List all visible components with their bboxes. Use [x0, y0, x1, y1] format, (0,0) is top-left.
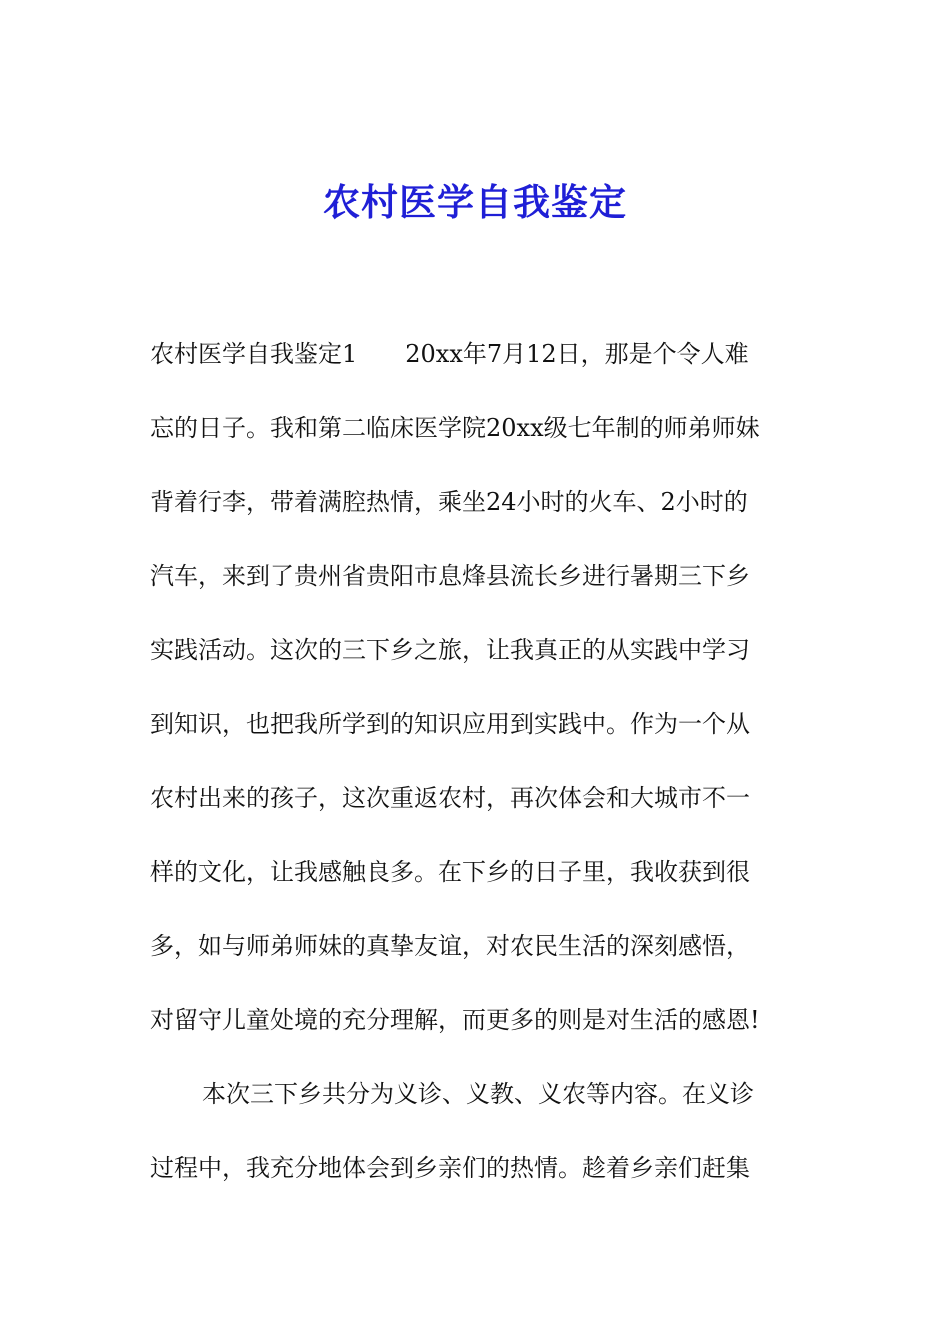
body-line: 背着行李，带着满腔热情，乘坐24小时的火车、2小时的: [150, 488, 748, 516]
body-line: 过程中，我充分地体会到乡亲们的热情。趁着乡亲们赶集: [150, 1154, 750, 1182]
body-line: 实践活动。这次的三下乡之旅，让我真正的从实践中学习: [150, 636, 750, 664]
body-line: 多，如与师弟师妹的真挚友谊，对农民生活的深刻感悟，: [150, 932, 750, 960]
body-line: 农村医学自我鉴定1 20xx年7月12日，那是个令人难: [150, 340, 749, 368]
body-line: 到知识，也把我所学到的知识应用到实践中。作为一个从: [150, 710, 750, 738]
body-line: 农村出来的孩子，这次重返农村，再次体会和大城市不一: [150, 784, 750, 812]
body-line: 样的文化，让我感触良多。在下乡的日子里，我收获到很: [150, 858, 750, 886]
body-line-paragraph-start: 本次三下乡共分为义诊、义教、义农等内容。在义诊: [202, 1080, 754, 1108]
document-body: [150, 328, 810, 1216]
body-line: 汽车，来到了贵州省贵阳市息烽县流长乡进行暑期三下乡: [150, 562, 750, 590]
body-line: 忘的日子。我和第二临床医学院20xx级七年制的师弟师妹: [150, 414, 760, 442]
body-line: 对留守儿童处境的充分理解，而更多的则是对生活的感恩!: [150, 1006, 760, 1034]
document-title: 农村医学自我鉴定: [323, 180, 627, 224]
